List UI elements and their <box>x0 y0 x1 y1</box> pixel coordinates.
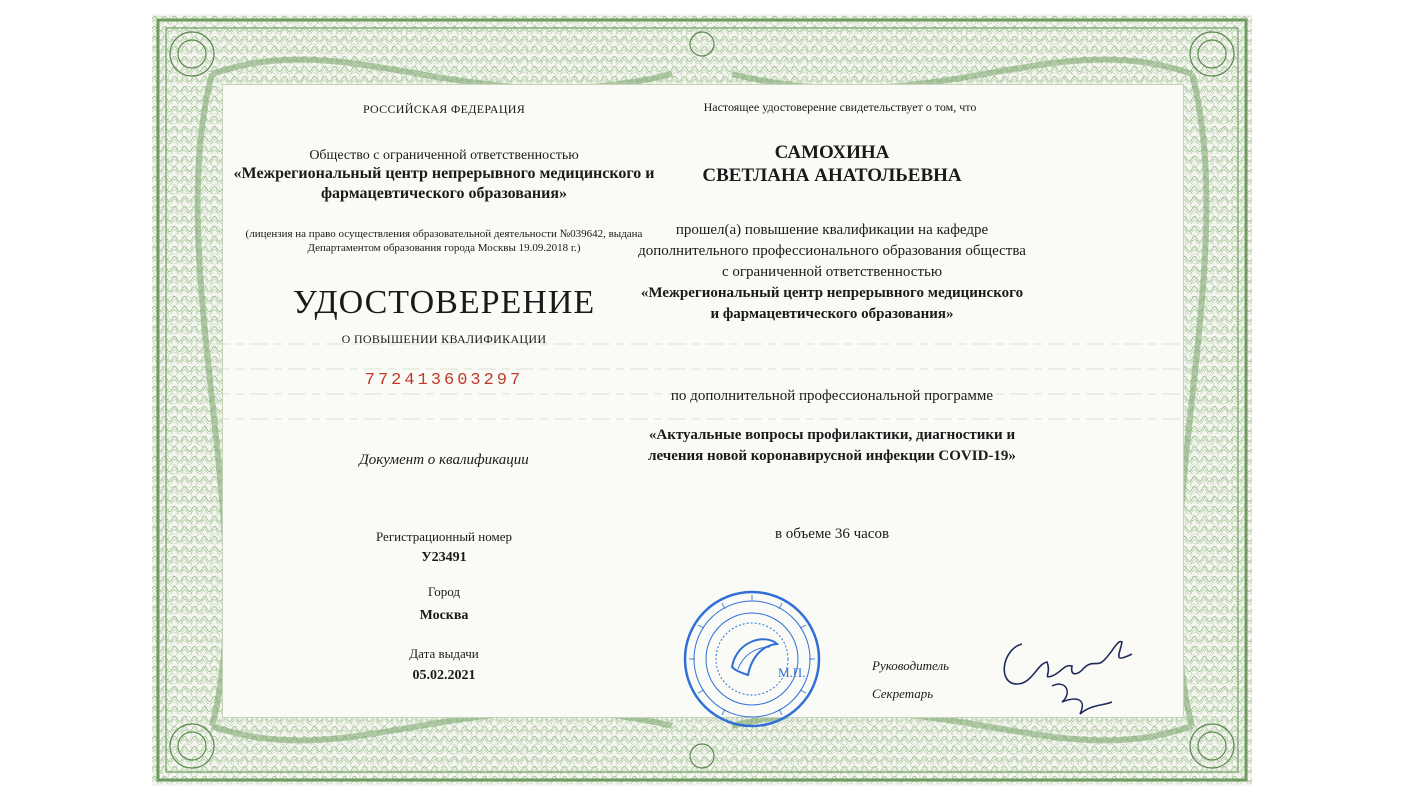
license-line1: (лицензия на право осуществления образовательной деятельности №039642, выдана <box>245 228 643 240</box>
organization-seal <box>682 589 822 729</box>
head-signature <box>992 624 1162 734</box>
issue-date-label: Дата выдачи <box>409 646 479 661</box>
program-label: по дополнительной профессиональной программе <box>670 388 994 404</box>
secretary-label: Секретарь <box>872 686 934 701</box>
city-label: Город <box>427 584 461 599</box>
org-name-line1: «Межрегиональный центр непрерывного медицинского и <box>233 165 655 182</box>
recipient-surname: САМОХИНА <box>774 142 890 163</box>
org-name-line2: фармацевтического образования» <box>320 185 568 202</box>
document-type: Документ о квалификации <box>359 452 529 468</box>
hours-text: в объеме 36 часов <box>774 526 890 542</box>
body-org-line1: «Межрегиональный центр непрерывного медицинского <box>640 285 1024 301</box>
document-title: УДОСТОВЕРЕНИЕ <box>292 284 596 321</box>
org-type: Общество с ограниченной ответственностью <box>309 148 579 163</box>
intro-text: Настоящее удостоверение свидетельствует о том, что <box>703 100 977 114</box>
program-title-line2: лечения новой коронавирусной инфекции COVID-19» <box>648 448 1016 464</box>
license-line2: Департаментом образования города Москвы 19.09.2018 г.) <box>307 242 581 254</box>
document-subtitle: О ПОВЫШЕНИИ КВАЛИФИКАЦИИ <box>341 332 547 346</box>
registration-number-label: Регистрационный номер <box>376 529 512 544</box>
registration-number-value: У23491 <box>421 550 467 565</box>
body-line2: дополнительного профессионального образования общества <box>638 243 1026 259</box>
body-line1: прошел(а) повышение квалификации на кафедре <box>675 222 989 238</box>
body-line3: с ограниченной ответственностью <box>721 264 943 280</box>
program-title-line1: «Актуальные вопросы профилактики, диагностики и <box>648 427 1016 443</box>
seal-mark-label: М.П. <box>778 665 806 680</box>
country-label: РОССИЙСКАЯ ФЕДЕРАЦИЯ <box>362 102 526 116</box>
body-org-line2: и фармацевтического образования» <box>710 306 954 322</box>
head-label: Руководитель <box>872 658 950 673</box>
serial-number: 772413603297 <box>364 371 524 390</box>
recipient-name: СВЕТЛАНА АНАТОЛЬЕВНА <box>702 165 962 186</box>
certificate <box>152 14 1252 786</box>
city-value: Москва <box>419 608 469 623</box>
issue-date-value: 05.02.2021 <box>412 668 476 683</box>
